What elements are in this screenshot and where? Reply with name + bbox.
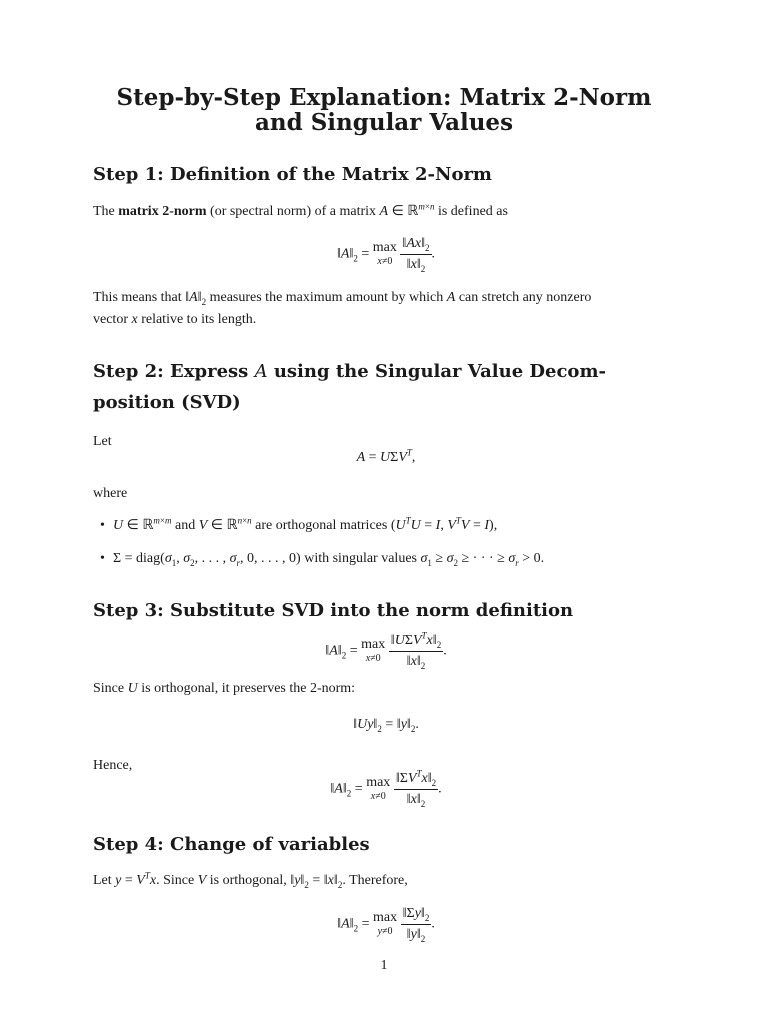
equation-2norm-definition: $‖A‖_2 = \max$ x≠0 $\frac{‖Ax‖_2}{‖x‖_2}$ .	[336, 236, 436, 274]
document-title-line-1: Step-by-Step Explanation: Matrix 2-Norm	[116, 84, 652, 111]
step1-meaning-line-2: vector x relative to its length.	[93, 312, 257, 327]
step4-heading: Step 4: Change of variables	[93, 834, 370, 855]
equation-svd: $A = U\Sigma V^T$,	[356, 447, 416, 465]
step1-heading: Step 1: Definition of the Matrix 2-Norm	[93, 164, 492, 185]
step3-hence: Hence,	[93, 758, 133, 773]
list-item-orthogonal-matrices: • U ∈ ℝ$^{m\times m}$ and V ∈ ℝ$^{n\times n}$ are orthogonal matrices ($U^TU = I$, $V^TV = I$),	[100, 515, 498, 533]
list-item-singular-values: • $\Sigma = diag(\sigma_1$, $\sigma_2$, . . . , $\sigma_r$, 0, . . . , 0) with singular values $\sigma_1 \ge \sigma_2$ ≥ · · · ≥ $\sigma_r > 0$.	[100, 551, 545, 568]
equation-norm-svd-substitution: $‖A‖_2 = \max$ x≠0 $\frac{‖U\Sigma V^Tx‖_2}{‖x‖_2}$ .	[325, 630, 447, 671]
step2-let: Let	[93, 434, 112, 449]
step3-heading: Step 3: Substitute SVD into the norm definition	[93, 600, 574, 621]
step3-since: Since U is orthogonal, it preserves the 2-norm:	[93, 681, 356, 696]
document-title-line-2: and Singular Values	[254, 109, 514, 136]
step1-intro: The matrix 2-norm (or spectral norm) of a matrix A ∈ ℝ$^{m\times n}$ is defined as	[93, 201, 508, 219]
step2-heading-line-2: position (SVD)	[93, 392, 241, 413]
step4-change-of-variables: Let $y = V^Tx$. Since V is orthogonal, $‖y‖_2$ = $‖x‖_2$. Therefore,	[93, 870, 408, 890]
equation-orthogonal-preserves-norm: $‖Uy‖_2$ = $‖y‖_2$.	[353, 717, 419, 734]
step2-where: where	[93, 486, 128, 501]
step2-heading-line-1: Step 2: Express A using the Singular Value Decom-	[93, 361, 606, 382]
page-number: 1	[380, 958, 388, 973]
equation-norm-sigma-vt: $‖A‖_2 = \max$ x≠0 $\frac{‖\Sigma V^Tx‖_2}{‖x‖_2}$ .	[330, 768, 442, 809]
equation-norm-sigma-y: $‖A‖_2 = \max$ y≠0 $\frac{‖\Sigma y‖_2}{‖y‖_2}$ .	[337, 906, 435, 944]
step1-meaning-line-1: This means that $‖A‖_2$ measures the maximum amount by which A can stretch any nonzero	[93, 290, 592, 307]
